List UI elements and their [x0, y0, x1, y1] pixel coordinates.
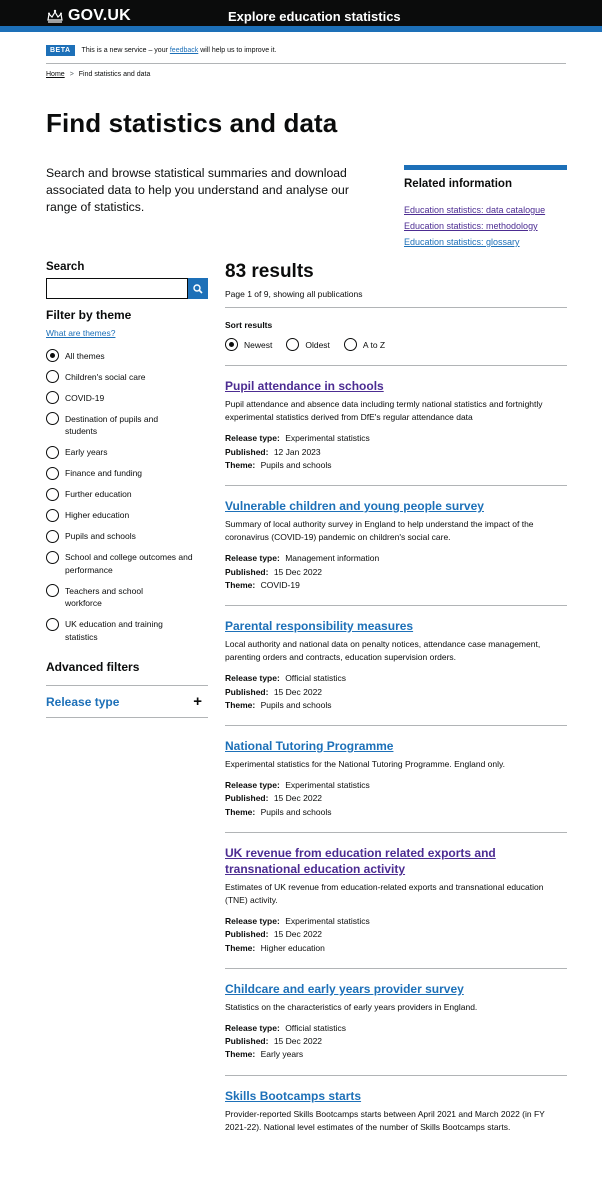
meta-theme [225, 806, 567, 819]
meta-published [225, 1035, 567, 1048]
meta-theme [225, 579, 567, 592]
meta-label: Release type: [225, 433, 280, 444]
filters-sidebar [46, 261, 208, 718]
meta-label: Published: [225, 929, 269, 940]
meta-theme [225, 459, 567, 472]
publication-summary: Pupil attendance and absence data including termly national statistics and fortnightly experimental statistics derived from DfE's regular attendance data [225, 399, 543, 423]
radio-button[interactable] [225, 338, 238, 351]
what-are-themes-link[interactable]: What are themes? [46, 328, 116, 338]
sort-option-newest[interactable] [225, 338, 272, 351]
sort-radio-group [225, 338, 567, 366]
page-title: Find statistics and data [46, 108, 338, 138]
meta-value: Pupils and schools [260, 699, 332, 710]
theme-option-teachers[interactable] [46, 584, 176, 610]
theme-option-higher-education[interactable] [46, 509, 208, 522]
theme-option-destination[interactable] [46, 412, 186, 438]
crown-icon [46, 9, 64, 24]
theme-option-school-and-college[interactable] [46, 551, 208, 577]
meta-value: 15 Dec 2022 [273, 686, 323, 697]
beta-text-before: This is a new service – your [81, 47, 170, 54]
meta-label: Theme: [225, 459, 256, 470]
publication-title-link[interactable]: Skills Bootcamps starts [225, 1088, 362, 1103]
publication-title-link[interactable]: Childcare and early years provider survey [225, 981, 464, 996]
meta-value: 12 Jan 2023 [273, 446, 321, 457]
release-type-accordion[interactable] [46, 685, 208, 718]
meta-value: 15 Dec 2022 [273, 793, 323, 804]
meta-label: Theme: [225, 699, 256, 710]
breadcrumb-home[interactable]: Home [46, 71, 65, 78]
meta-release-type [225, 432, 567, 445]
radio-button[interactable] [46, 530, 59, 543]
meta-label: Theme: [225, 1049, 256, 1060]
meta-label: Published: [225, 686, 269, 697]
theme-option-uk-education[interactable] [46, 618, 186, 644]
meta-value: Pupils and schools [260, 459, 332, 470]
meta-label: Published: [225, 566, 269, 577]
chevron-right-icon: > [69, 71, 74, 78]
theme-option-early-years[interactable] [46, 446, 208, 459]
meta-theme [225, 699, 567, 712]
meta-release-type [225, 672, 567, 685]
meta-release-type [225, 552, 567, 565]
meta-release-type [225, 915, 567, 928]
meta-release-type [225, 1022, 567, 1035]
sort-option-label: A to Z [362, 339, 386, 350]
meta-label: Release type: [225, 1023, 280, 1034]
related-link-glossary[interactable]: Education statistics: glossary [404, 237, 520, 247]
publication-title-link[interactable]: Pupil attendance in schools [225, 379, 384, 393]
meta-value: Experimental statistics [285, 780, 370, 791]
theme-option-label: UK education and training statistics [65, 619, 163, 642]
radio-button[interactable] [46, 584, 59, 597]
meta-label: Theme: [225, 579, 256, 590]
publication-summary: Local authority and national data on penalty notices, attendance case management, parenting orders and contracts, education supervision orders. [225, 639, 541, 663]
search-input[interactable] [46, 278, 188, 299]
publication-summary: Estimates of UK revenue from education-related exports and transnational education (TNE) activity. [225, 881, 544, 906]
filter-by-theme-title: Filter by theme [46, 308, 132, 322]
govuk-logo-link[interactable] [46, 7, 228, 25]
publication-item [225, 1076, 567, 1155]
theme-option-label: Finance and funding [65, 468, 143, 478]
radio-button[interactable] [46, 370, 59, 383]
publication-summary: Statistics on the characteristics of early years providers in England. [225, 1001, 478, 1012]
theme-option-label: Pupils and schools [65, 531, 136, 541]
meta-published [225, 792, 567, 805]
related-link-methodology[interactable]: Education statistics: methodology [404, 221, 538, 231]
radio-button[interactable] [46, 509, 59, 522]
theme-option-label: All themes [65, 350, 105, 361]
publication-item [225, 486, 567, 606]
radio-button[interactable] [46, 412, 59, 425]
theme-option-covid-19[interactable] [46, 391, 208, 404]
results-count: 83 results [225, 261, 314, 282]
advanced-filters-title: Advanced filters [46, 660, 140, 674]
meta-theme [225, 1048, 567, 1061]
theme-option-further-education[interactable] [46, 488, 208, 501]
meta-label: Release type: [225, 673, 280, 684]
publication-item [225, 833, 567, 969]
meta-value: Management information [285, 553, 380, 564]
publication-item [225, 969, 567, 1076]
theme-option-finance-and-funding[interactable] [46, 467, 208, 480]
sort-option-label: Newest [244, 339, 273, 350]
meta-value: COVID-19 [260, 579, 300, 590]
meta-label: Published: [225, 793, 269, 804]
sort-label: Sort results [225, 320, 273, 330]
publication-item [225, 366, 567, 486]
publication-list [225, 366, 567, 1155]
theme-option-pupils-and-schools[interactable] [46, 530, 208, 543]
radio-button[interactable] [46, 391, 59, 404]
radio-button[interactable] [344, 338, 357, 351]
beta-text [82, 47, 277, 54]
related-link-data-catalogue[interactable]: Education statistics: data catalogue [404, 205, 546, 215]
theme-option-label: School and college outcomes and performance [65, 552, 193, 575]
beta-tag: BETA [46, 45, 75, 56]
meta-label: Published: [225, 1036, 269, 1047]
theme-option-label: COVID-19 [65, 392, 105, 403]
publication-title-link[interactable]: National Tutoring Programme [225, 739, 394, 754]
release-type-label[interactable]: Release type [46, 694, 120, 709]
publication-summary: Experimental statistics for the National Tutoring Programme. England only. [225, 759, 506, 770]
meta-value: 15 Dec 2022 [273, 1036, 323, 1047]
radio-button[interactable] [46, 488, 59, 501]
radio-button[interactable] [46, 618, 59, 631]
publication-item [225, 726, 567, 833]
publication-summary: Summary of local authority survey in England to help understand the impact of the coronavirus (COVID-19) pandemic on children's social care. [225, 519, 534, 543]
theme-option-label: Teachers and school workforce [65, 585, 143, 608]
meta-label: Release type: [225, 780, 280, 791]
publication-title-link[interactable]: Vulnerable children and young people survey [225, 499, 484, 514]
meta-value: Experimental statistics [285, 433, 370, 444]
related-title: Related information [404, 178, 512, 190]
theme-option-all-themes[interactable] [46, 349, 208, 362]
breadcrumb-current: Find statistics and data [78, 71, 151, 78]
theme-option-childrens-social-care[interactable] [46, 370, 208, 383]
radio-button[interactable] [46, 349, 59, 362]
page-info: Page 1 of 9, showing all publications [225, 289, 567, 308]
page-lead: Search and browse statistical summaries and download associated data to help you understand and analyse our range of statistics. [46, 166, 349, 214]
search-form [46, 278, 208, 299]
site-header [0, 0, 602, 32]
meta-label: Release type: [225, 916, 280, 927]
meta-value: Official statistics [285, 673, 346, 684]
phase-banner [46, 42, 566, 64]
theme-option-label: Further education [65, 489, 132, 499]
radio-button[interactable] [46, 467, 59, 480]
theme-option-label: Higher education [65, 510, 130, 520]
publication-title-link[interactable]: Parental responsibility measures [225, 619, 414, 634]
beta-text-after: will help us to improve it. [198, 47, 277, 54]
meta-published [225, 686, 567, 699]
meta-value: Higher education [260, 942, 325, 953]
meta-published [225, 928, 567, 941]
logo-text: GOV.UK [68, 7, 131, 24]
radio-button[interactable] [46, 446, 59, 459]
meta-value: 15 Dec 2022 [273, 566, 323, 577]
theme-option-label: Destination of pupils and students [65, 413, 159, 436]
search-icon [193, 284, 203, 294]
feedback-link[interactable]: feedback [169, 47, 199, 54]
sort-option-a-to-z[interactable] [344, 338, 385, 351]
service-name-link[interactable]: Explore education statistics [228, 8, 401, 24]
meta-published [225, 566, 567, 579]
meta-theme [225, 942, 567, 955]
plus-icon[interactable]: + [193, 693, 202, 710]
theme-option-label: Early years [65, 447, 108, 457]
breadcrumb [46, 71, 566, 78]
search-label: Search [46, 261, 85, 273]
sort-option-label: Oldest [305, 339, 330, 350]
results-section [225, 261, 567, 1155]
meta-value: 15 Dec 2022 [273, 929, 323, 940]
meta-value: Official statistics [285, 1023, 346, 1034]
meta-label: Published: [225, 446, 269, 457]
publication-title-link[interactable]: UK revenue from education related exports and transnational education activity [225, 845, 496, 876]
radio-button[interactable] [286, 338, 299, 351]
theme-option-label: Children's social care [65, 371, 146, 382]
meta-label: Theme: [225, 806, 256, 817]
meta-release-type [225, 779, 567, 792]
meta-published [225, 446, 567, 459]
related-information [404, 165, 567, 250]
sort-option-oldest[interactable] [286, 338, 330, 351]
theme-radio-group [46, 349, 208, 643]
meta-value: Experimental statistics [285, 916, 370, 927]
publication-summary: Provider-reported Skills Bootcamps starts between April 2021 and March 2022 (in FY 2021-22). National level estimates of the number of Skills Bootcamps starts. [225, 1108, 545, 1132]
meta-value: Early years [260, 1049, 304, 1060]
meta-label: Release type: [225, 553, 280, 564]
meta-value: Pupils and schools [260, 806, 332, 817]
search-button[interactable] [188, 278, 208, 299]
publication-item [225, 606, 567, 726]
radio-button[interactable] [46, 551, 59, 564]
meta-label: Theme: [225, 942, 256, 953]
